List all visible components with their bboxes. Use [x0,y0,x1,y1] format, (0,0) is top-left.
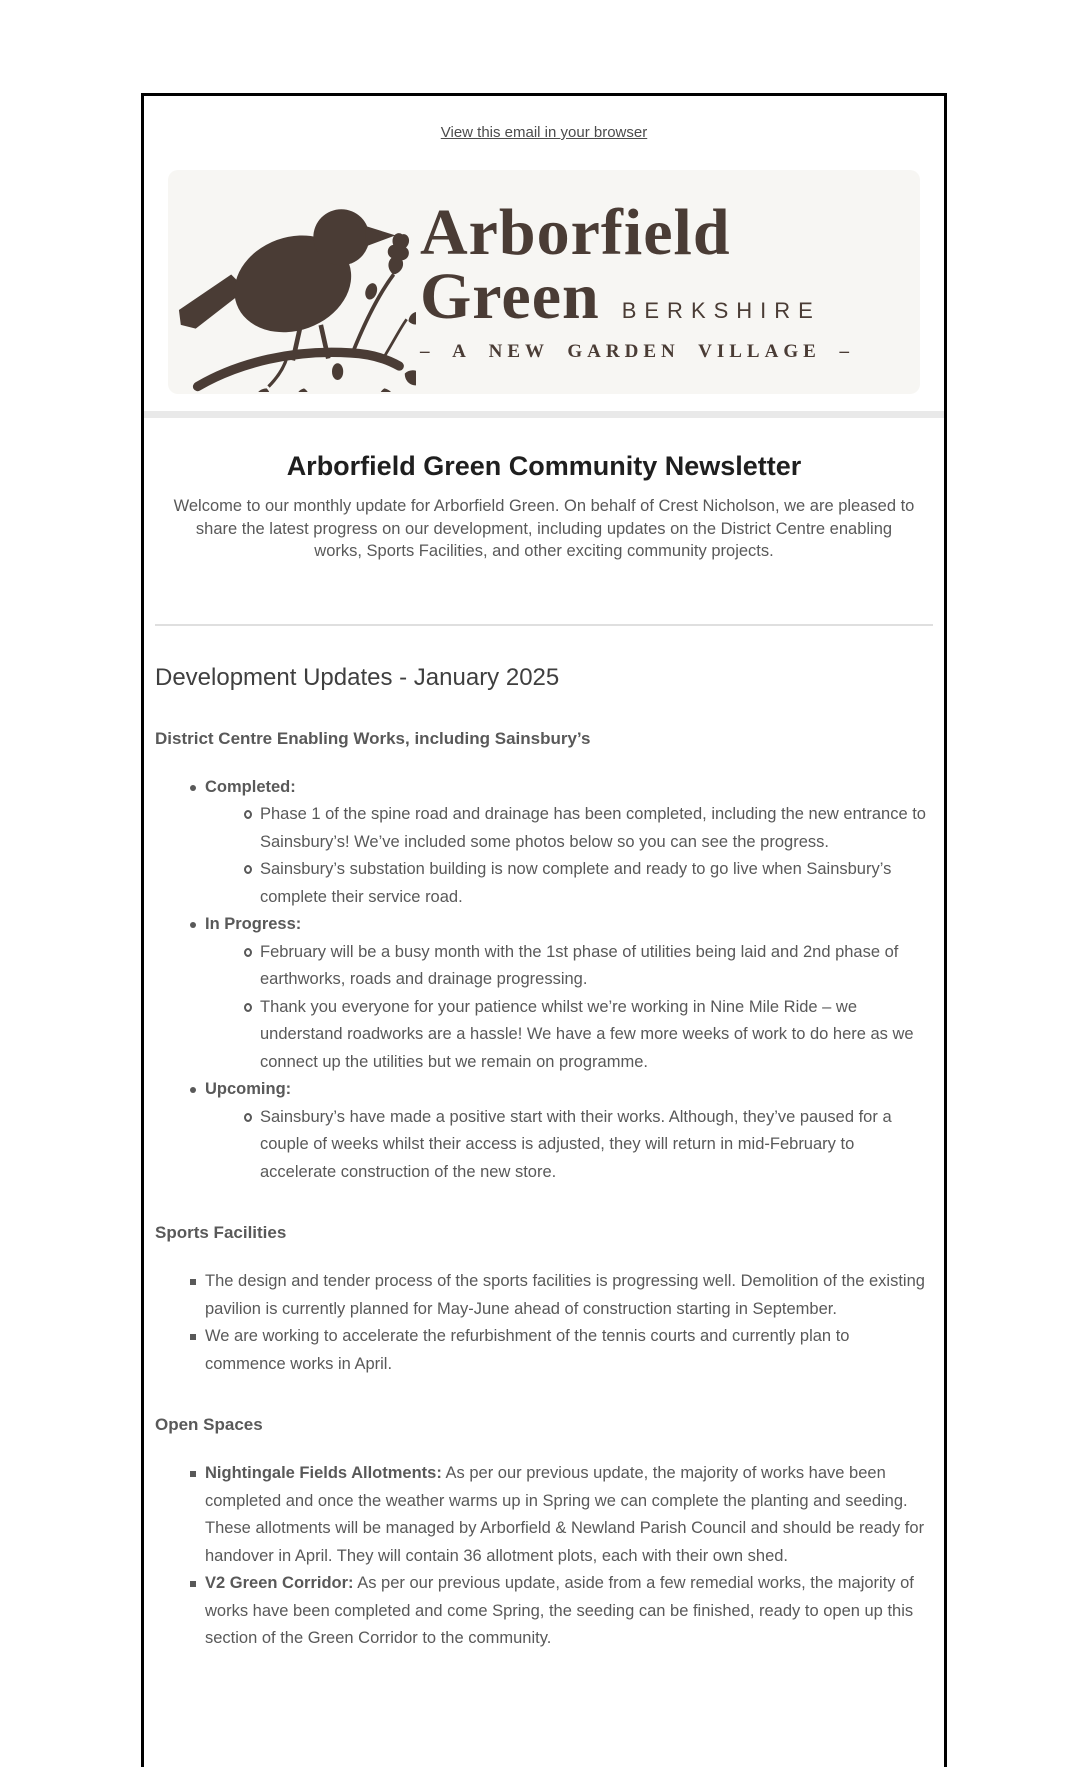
brand-word-1: Arborfield [419,196,731,270]
group-label: Completed: [205,777,296,796]
section-divider-band [144,411,944,418]
sublist [205,801,933,911]
item-text: As per our previous update, aside from a few remedial works, the majority of works have been completed and come Spring, the seeding can be finished, ready to open up this section of the Green Corridor to the community. [205,1574,914,1647]
district-centre-heading: District Centre Enabling Works, including Sainsbury’s [155,728,591,748]
list-item [205,911,933,1076]
sports-facilities-heading: Sports Facilities [155,1223,287,1242]
list-item [205,1570,933,1653]
list-item [205,1076,933,1186]
newsletter-title: Arborfield Green Community Newsletter [286,451,802,481]
sublist [205,1104,933,1187]
brand-region: BERKSHIRE [621,297,821,323]
brand-word-2: Green [419,259,600,333]
list-item [205,774,933,912]
brand-wordmark [419,196,855,363]
horizontal-rule [155,624,933,626]
list-item [205,1460,933,1570]
newsletter-body [144,451,944,1653]
list-subitem: Sainsbury’s have made a positive start with their works. Although, they’ve paused for a couple of weeks whilst their access is adjusted, they will return in mid-February to accelerate construction of the new store. [260,1104,933,1187]
item-lead: V2 Green Corridor: [205,1574,354,1592]
newsletter-intro: Welcome to our monthly update for Arborfield Green. On behalf of Crest Nicholson, we are pleased to share the latest progress on our development, including updates on the District Centre enabling works, Sports Facilities, and other exciting community projects. [173,497,915,560]
district-centre-list [155,774,933,1187]
group-label: In Progress: [205,915,302,933]
sublist [205,939,933,1077]
item-text: As per our previous update, the majority of works have been completed and once the weather warms up in Spring we can complete the planting and seeding. These allotments will be managed by Arborfield & Newland Parish Council and should be ready for handover in April. They will contain 36 allotment plots, each with their own shed. [205,1464,925,1565]
view-in-browser-link[interactable]: View this email in your browser [440,124,648,141]
section-title: Development Updates - January 2025 [155,663,560,691]
group-label: Upcoming: [205,1080,292,1098]
item-lead: Nightingale Fields Allotments: [205,1464,442,1482]
list-subitem: Sainsbury’s substation building is now complete and ready to go live when Sainsbury’s complete their service road. [260,856,933,911]
open-spaces-list [155,1460,933,1653]
preheader [144,96,944,142]
brand-tagline: – A NEW GARDEN VILLAGE – [419,340,855,362]
email-body-frame [141,93,947,1767]
bird-on-branch-icon [168,186,416,392]
list-item: We are working to accelerate the refurbishment of the tennis courts and currently plan to commence works in April. [205,1323,933,1378]
open-spaces-heading: Open Spaces [155,1415,263,1434]
list-subitem: February will be a busy month with the 1st phase of utilities being laid and 2nd phase of earthworks, roads and drainage progressing. [260,939,933,994]
list-subitem: Thank you everyone for your patience whilst we’re working in Nine Mile Ride – we understand roadworks are a hassle! We have a few more weeks of work to do here as we connect up the utilities but we remain on programme. [260,994,933,1077]
list-item: The design and tender process of the sports facilities is progressing well. Demolition of the existing pavilion is currently planned for May-June ahead of construction starting in September. [205,1268,933,1323]
list-subitem: Phase 1 of the spine road and drainage has been completed, including the new entrance to Sainsbury’s! We’ve included some photos below so you can see the progress. [260,801,933,856]
sports-facilities-list [155,1268,933,1378]
brand-logo [168,170,920,394]
